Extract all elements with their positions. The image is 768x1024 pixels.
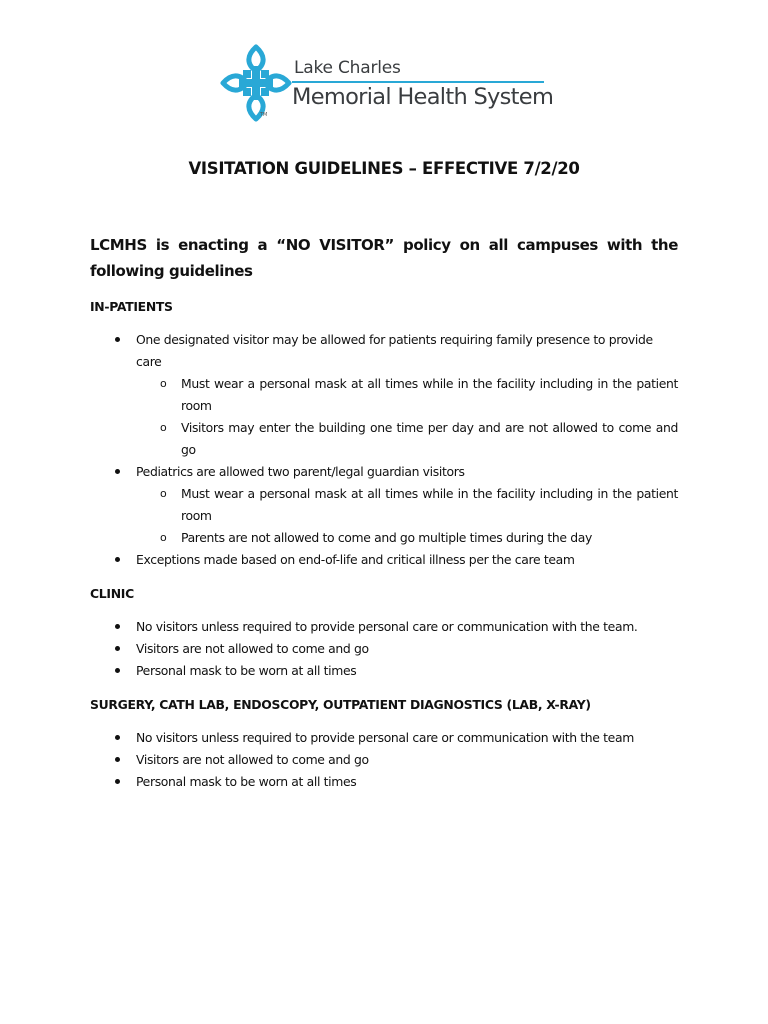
bullet-text: Pediatrics are allowed two parent/legal guardian visitors: [136, 464, 465, 479]
document-body: [90, 232, 678, 807]
cross-emblem-icon: [220, 44, 292, 122]
bullet-text: One designated visitor may be allowed for patients requiring family presence to provide care: [136, 332, 653, 369]
section-in-patients: [90, 298, 678, 571]
bullet-icon: [115, 469, 120, 474]
bullet-list: [90, 727, 678, 793]
list-item: [90, 727, 678, 749]
bullet-icon: [115, 337, 120, 342]
circle-bullet-icon: o: [160, 487, 167, 500]
bullet-list: [90, 616, 678, 682]
bullet-icon: [115, 779, 120, 784]
bullet-icon: [115, 646, 120, 651]
list-item: [90, 638, 678, 660]
trademark-mark: TM: [260, 112, 268, 118]
logo-line-2: Memorial Health System: [292, 84, 554, 110]
bullet-text: Visitors are not allowed to come and go: [136, 641, 369, 656]
sub-item-text: Parents are not allowed to come and go multiple times during the day: [181, 530, 593, 545]
bullet-text: Personal mask to be worn at all times: [136, 663, 357, 678]
sub-list-item: [136, 527, 678, 549]
sub-item-text: Visitors may enter the building one time per day and are not allowed to come and go: [181, 420, 678, 457]
section-heading: IN-PATIENTS: [90, 299, 173, 314]
sub-list-item: [136, 483, 678, 527]
section-clinic: [90, 585, 678, 682]
sub-list-item: [136, 373, 678, 417]
list-item: [90, 549, 678, 571]
bullet-text: Personal mask to be worn at all times: [136, 774, 357, 789]
bullet-text: Exceptions made based on end-of-life and critical illness per the care team: [136, 552, 575, 567]
sub-item-text: Must wear a personal mask at all times while in the facility including in the patient room: [181, 376, 678, 413]
intro-statement: LCMHS is enacting a “NO VISITOR” policy on all campuses with the following guidelines: [90, 236, 678, 280]
bullet-list: [90, 329, 678, 571]
organization-logo: [220, 44, 554, 122]
bullet-text: Visitors are not allowed to come and go: [136, 752, 369, 767]
bullet-icon: [115, 668, 120, 673]
list-item: [90, 771, 678, 793]
bullet-icon: [115, 735, 120, 740]
section-heading: CLINIC: [90, 586, 134, 601]
document-title: VISITATION GUIDELINES – EFFECTIVE 7/2/20: [188, 159, 580, 178]
list-item: [90, 329, 678, 461]
sub-list: [136, 483, 678, 549]
circle-bullet-icon: o: [160, 531, 167, 544]
sub-list-item: [136, 417, 678, 461]
circle-bullet-icon: o: [160, 377, 167, 390]
logo-divider: [292, 81, 544, 83]
bullet-icon: [115, 624, 120, 629]
section-surgery-diagnostics: [90, 696, 678, 793]
bullet-icon: [115, 557, 120, 562]
sub-item-text: Must wear a personal mask at all times while in the facility including in the patient room: [181, 486, 678, 523]
logo-line-1: Lake Charles: [294, 58, 401, 78]
circle-bullet-icon: o: [160, 421, 167, 434]
bullet-icon: [115, 757, 120, 762]
bullet-text: No visitors unless required to provide personal care or communication with the team: [136, 730, 634, 745]
list-item: [90, 660, 678, 682]
list-item: [90, 749, 678, 771]
list-item: [90, 616, 678, 638]
list-item: [90, 461, 678, 549]
sub-list: [136, 373, 678, 461]
bullet-text: No visitors unless required to provide personal care or communication with the team.: [136, 619, 638, 634]
section-heading: SURGERY, CATH LAB, ENDOSCOPY, OUTPATIENT DIAGNOSTICS (LAB, X-RAY): [90, 697, 591, 712]
